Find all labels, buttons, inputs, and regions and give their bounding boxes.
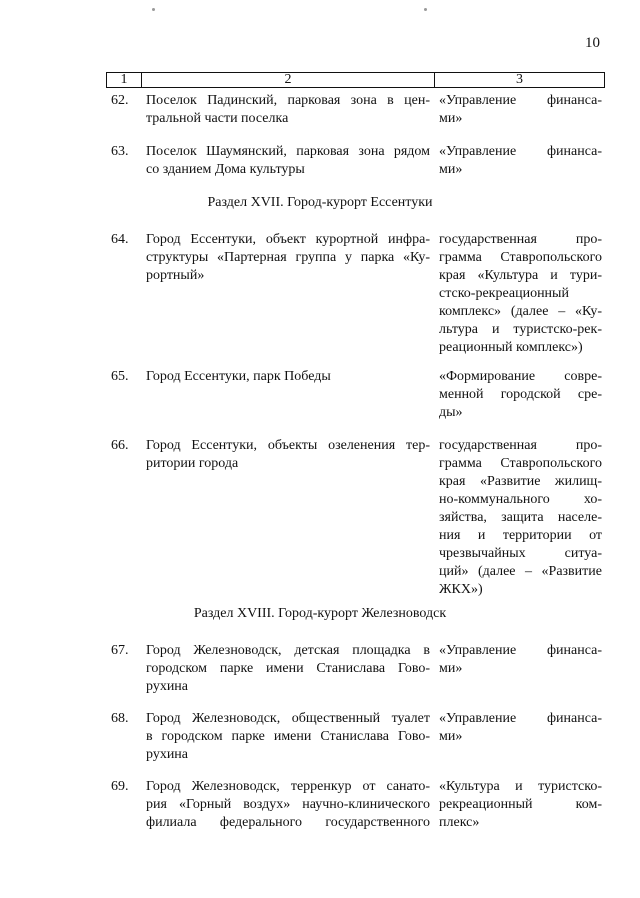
program-name: «Формирование совре- менной городской сре- ды»	[439, 369, 602, 420]
program-name: «Управление финанса- ми»	[439, 144, 602, 177]
row-number: 63.	[111, 144, 129, 159]
object-name: Город Железноводск, детская площадка в городском парке имени Станислава Гово- рухина	[146, 643, 430, 694]
object-name: Город Ессентуки, объект курортной инфра- структуры «Партерная группа у парка «Ку- рортный»	[146, 232, 430, 283]
object-name: Город Железноводск, общественный туалет в городском парке имени Станислава Гово- рухина	[146, 711, 430, 762]
object-name: Город Ессентуки, объекты озеленения тер- ритории города	[146, 438, 430, 471]
section-heading: Раздел XVIII. Город-курорт Железноводск	[193, 606, 447, 621]
program-name: «Управление финанса- ми»	[439, 711, 602, 744]
row-number: 64.	[111, 232, 129, 247]
program-name: государственная про- грамма Ставропольского края «Культура и тури- стско-рекреационный комплекс» (далее – «Ку- льтура и туристско-рек- реационный комплекс»)	[439, 232, 602, 355]
program-name: государственная про- грамма Ставропольского края «Развитие жилищ- но-коммунального хо- зяйства, защита населе- ния и территории от чрезвычайных ситуа- ций» (далее – «Развитие ЖКХ»)	[439, 438, 602, 597]
column-header-1: 1	[107, 73, 142, 88]
section-heading: Раздел XVII. Город-курорт Ессентуки	[207, 195, 433, 210]
program-name: «Управление финанса- ми»	[439, 93, 602, 126]
column-header-3: 3	[435, 73, 605, 88]
column-header-2: 2	[142, 73, 435, 88]
scan-speck	[424, 8, 427, 11]
row-number: 69.	[111, 779, 129, 794]
object-name: Поселок Падинский, парковая зона в цен- тральной части поселка	[146, 93, 430, 126]
program-name: «Культура и туристско- рекреационный ком- плекс»	[439, 779, 602, 830]
program-name: «Управление финанса- ми»	[439, 643, 602, 676]
row-number: 65.	[111, 369, 129, 384]
row-number: 66.	[111, 438, 129, 453]
column-header-table	[106, 72, 605, 88]
object-name: Город Железноводск, терренкур от санато- рия «Горный воздух» научно-клинического филиала федерального государственного	[146, 779, 430, 830]
row-number: 62.	[111, 93, 129, 108]
object-name: Город Ессентуки, парк Победы	[146, 369, 331, 384]
scan-speck	[152, 8, 155, 11]
row-number: 68.	[111, 711, 129, 726]
row-number: 67.	[111, 643, 129, 658]
object-name: Поселок Шаумянский, парковая зона рядом со зданием Дома культуры	[146, 144, 430, 177]
page-number: 10	[585, 35, 600, 51]
